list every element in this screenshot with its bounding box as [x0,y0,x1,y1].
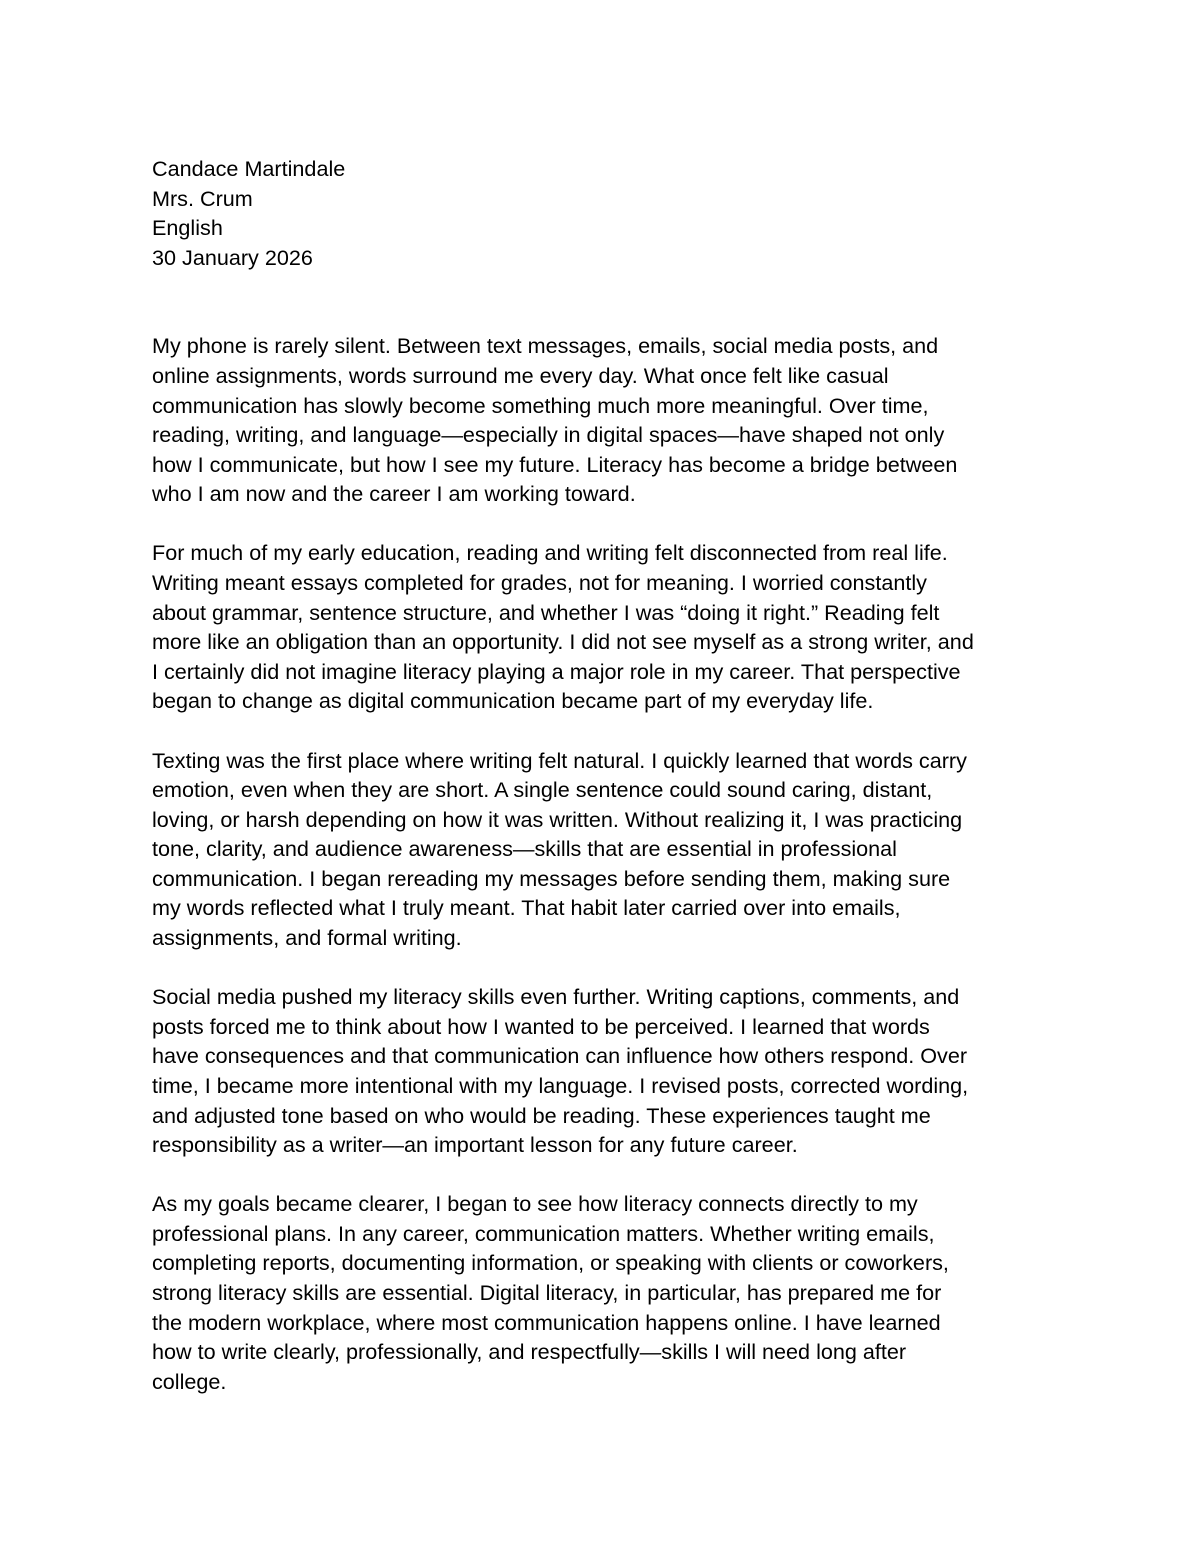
paragraph-line: reading, writing, and language—especially in digital spaces—have shaped not only [152,422,945,448]
paragraph-line: college. [152,1368,227,1394]
paragraph-line: who I am now and the career I am working toward. [152,481,636,507]
paragraph-line: posts forced me to think about how I wanted to be perceived. I learned that words [152,1013,930,1039]
paragraph-line: For much of my early education, reading and writing felt disconnected from real life. [152,540,948,566]
paragraph-2 [152,538,1052,716]
essay-content [152,154,1052,1426]
paragraph-line: how I communicate, but how I see my future. Literacy has become a bridge between [152,451,958,477]
paragraph-5 [152,1189,1052,1396]
paragraph-line: loving, or harsh depending on how it was written. Without realizing it, I was practicing [152,806,963,832]
paragraph-line: tone, clarity, and audience awareness—skills that are essential in professional [152,836,897,862]
paragraph-1 [152,331,1052,509]
paragraph-line: Texting was the first place where writing felt natural. I quickly learned that words carry [152,747,967,773]
course-name: English [152,215,223,241]
paragraph-3 [152,746,1052,953]
paragraph-line: assignments, and formal writing. [152,925,462,951]
paragraph-line: Writing meant essays completed for grades, not for meaning. I worried constantly [152,570,927,596]
teacher-name: Mrs. Crum [152,185,253,211]
paragraph-line: more like an obligation than an opportunity. I did not see myself as a strong writer, and [152,629,974,655]
paragraph-line: my words reflected what I truly meant. That habit later carried over into emails, [152,895,901,921]
paragraph-line: I certainly did not imagine literacy playing a major role in my career. That perspective [152,658,961,684]
paragraph-line: Social media pushed my literacy skills even further. Writing captions, comments, and [152,984,960,1010]
paragraph-line: online assignments, words surround me every day. What once felt like casual [152,362,889,388]
paragraph-line: As my goals became clearer, I began to see how literacy connects directly to my [152,1191,918,1217]
paragraph-line: began to change as digital communication became part of my everyday life. [152,688,874,714]
paragraph-line: completing reports, documenting information, or speaking with clients or coworkers, [152,1250,949,1276]
paragraph-line: the modern workplace, where most communication happens online. I have learned [152,1309,941,1335]
paragraph-4 [152,982,1052,1160]
paragraph-line: have consequences and that communication can influence how others respond. Over [152,1043,968,1069]
paragraph-line: My phone is rarely silent. Between text messages, emails, social media posts, and [152,333,939,359]
essay-body [152,331,1052,1396]
student-name: Candace Martindale [152,156,346,181]
paragraph-line: time, I became more intentional with my language. I revised posts, corrected wording, [152,1072,969,1098]
paragraph-line: communication has slowly become something much more meaningful. Over time, [152,392,929,418]
paragraph-line: emotion, even when they are short. A single sentence could sound caring, distant, [152,777,933,803]
mla-heading [152,154,1052,272]
paragraph-line: communication. I began rereading my messages before sending them, making sure [152,865,951,891]
paragraph-line: strong literacy skills are essential. Digital literacy, in particular, has prepared me for [152,1280,942,1305]
paragraph-line: how to write clearly, professionally, and respectfully—skills I will need long after [152,1339,907,1365]
paragraph-line: about grammar, sentence structure, and whether I was “doing it right.” Reading felt [152,599,940,625]
paragraph-line: and adjusted tone based on who would be reading. These experiences taught me [152,1102,931,1128]
essay-date: 30 January 2026 [152,244,313,270]
paragraph-line: professional plans. In any career, communication matters. Whether writing emails, [152,1220,935,1246]
paragraph-line: responsibility as a writer—an important lesson for any future career. [152,1132,798,1158]
